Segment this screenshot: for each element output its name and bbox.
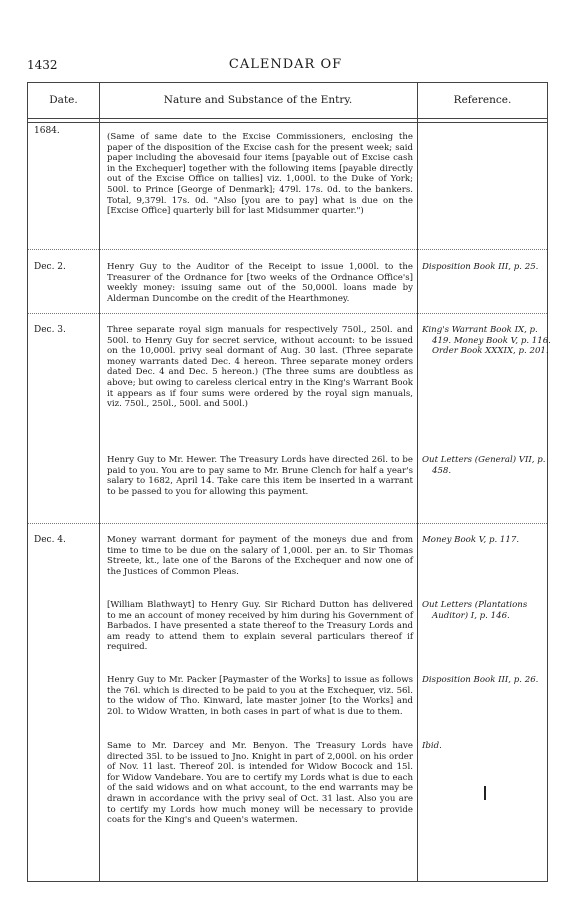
entry-text: Three separate royal sign manuals for respectively 750l., 250l. and 500l. to Henry Guy for secret service, without account: to be issued on the 10,000l. privy seal dormant of Aug. 30 last. (Three separate money warrants dated Dec. 4 hereon. Three separate money orders dated Dec. 4 and Dec. 5 hereon.) (The three sums are doubtless as above; but owing to careless clerical entry in the King's Warrant Book it appears as if four sums were ordered by the royal sign manuals, viz. 750l., 250l., 500l. and 500l.)	[107, 325, 413, 410]
entry-date: 1684.	[34, 126, 60, 136]
entry-text: (Same of same date to the Excise Commissioners, enclosing the paper of the disposition of the Excise cash for the present week; said paper including the abovesaid four items [payable out of Excise cash in the Exchequer] together with the following items [payable directly out of the Excise Office on tallies] viz. 1,000l. to the Duke of York; 500l. to Prince [George of Denmark]; 479l. 17s. 0d. to the bankers. Total, 9,379l. 17s. 0d. "Also [you are to pay] what is due on the [Excise Office] quarterly bill for last Midsummer quarter.")	[107, 132, 413, 217]
column-divider	[417, 83, 418, 881]
column-header-reference: Reference.	[453, 94, 512, 106]
entry-date: Dec. 4.	[34, 535, 66, 545]
row-divider	[28, 313, 547, 314]
entry-reference: Out Letters (Plantations Auditor) I, p. 146.	[422, 600, 528, 621]
row-divider	[28, 249, 547, 250]
entry-date: Dec. 2.	[34, 262, 66, 272]
entry-reference: Disposition Book III, p. 25.	[422, 262, 539, 272]
row-divider	[28, 523, 547, 524]
entry-date: Dec. 3.	[34, 325, 66, 335]
entry-text: Money warrant dormant for payment of the moneys due and from time to time to be due on the salary of 1,000l. per an. to Sir Thomas Streete, kt., late one of the Barons of the Exchequer and now one of the Justices of Common Pleas.	[107, 535, 413, 577]
column-header-date: Date.	[49, 94, 78, 106]
entry-text: Henry Guy to Mr. Packer [Paymaster of the Works] to issue as follows the 76l. which is directed to be paid to you at the Exchequer, viz. 56l. to the widow of Tho. Kinward, late master joiner [to the Works] and 20l. to Widow Wratten, in both cases in part of what is due to them.	[107, 675, 413, 717]
entry-reference: King's Warrant Book IX, p. 419. Money Book V, p. 116. Order Book XXXIX, p. 201.	[422, 325, 551, 357]
column-header-entry: Nature and Substance of the Entry.	[163, 94, 353, 106]
column-divider	[99, 83, 100, 881]
entry-reference: Out Letters (General) VII, p. 458.	[422, 455, 546, 476]
entry-text: Same to Mr. Darcey and Mr. Benyon. The Treasury Lords have directed 35l. to be issued to Jno. Knight in part of 2,000l. on his order of Nov. 11 last. Thereof 20l. is intended for Widow Bocock and 15l. for Widow Vandebare. You are to certify my Lords what is due to each of the said widows and on what account, to the end warrants may be drawn in accordance with the privy seal of Oct. 31 last. Also you are to certify my Lords how much money will be necessary to provide coats for the King's and Queen's watermen.	[107, 741, 413, 826]
running-head: CALENDAR OF	[228, 57, 343, 72]
entry-reference: Ibid.	[422, 741, 442, 751]
margin-mark	[484, 786, 486, 800]
entry-text: [William Blathwayt] to Henry Guy. Sir Richard Dutton has delivered to me an account of money received by him during his Government of Barbados. I have presented a state thereof to the Treasury Lords and am ready to attend them to explain several particulars thereof if required.	[107, 600, 413, 653]
column-header-row	[28, 83, 547, 119]
entry-reference: Disposition Book III, p. 26.	[422, 675, 539, 685]
header-rule	[28, 122, 547, 123]
entry-text: Henry Guy to Mr. Hewer. The Treasury Lords have directed 26l. to be paid to you. You are to pay same to Mr. Brune Clench for half a year's salary to 1682, April 14. Take care this item be inserted in a warrant to be passed to you for allowing this payment.	[107, 455, 413, 497]
entry-reference: Money Book V, p. 117.	[422, 535, 520, 545]
calendar-table	[27, 82, 551, 882]
page-number: 1432	[27, 58, 58, 72]
entry-text: Henry Guy to the Auditor of the Receipt to issue 1,000l. to the Treasurer of the Ordnance for [two weeks of the Ordnance Office's] weekly money: issuing same out of the 50,000l. loans made by Alderman Duncombe on the credit of the Hearthmoney.	[107, 262, 413, 304]
